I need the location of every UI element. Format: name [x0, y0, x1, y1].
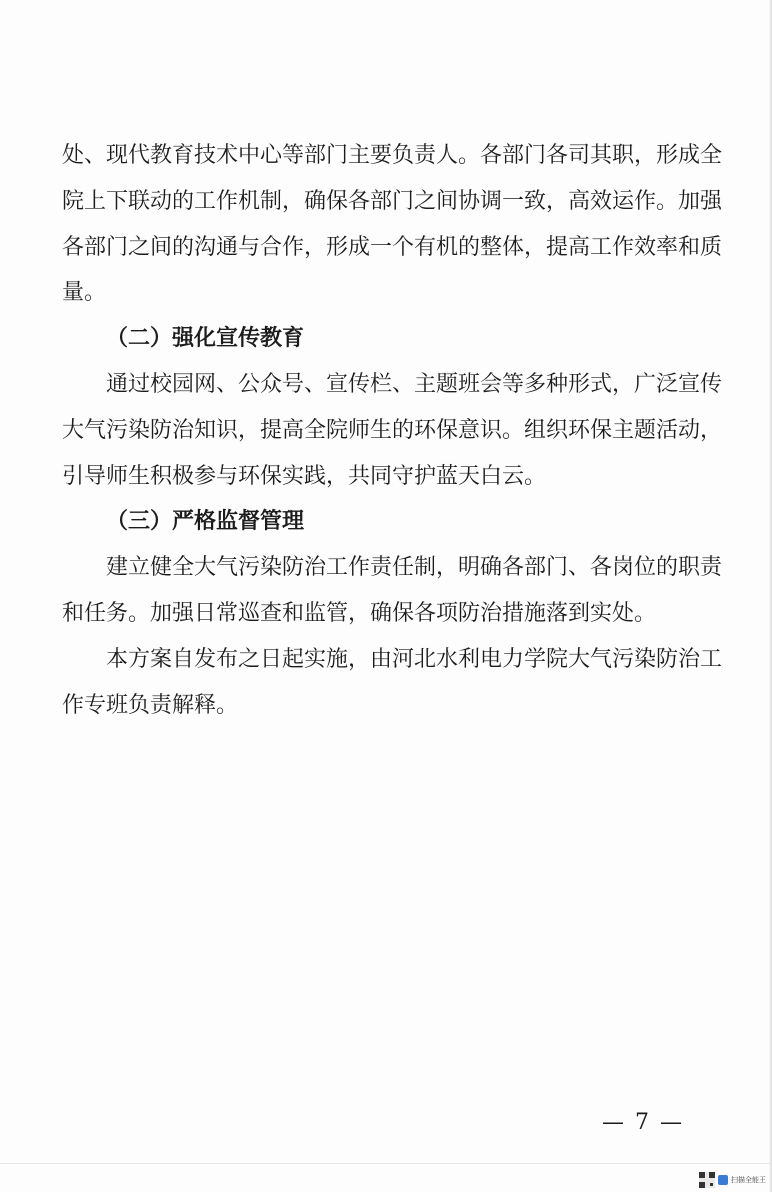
- heading-supervision: （三）严格监督管理: [106, 508, 305, 535]
- paragraph-implementation: 本方案自发布之日起实施，由河北水利电力学院大气污染防治工作专班负责解释。: [62, 646, 723, 718]
- page-bottom-edge: [0, 1163, 772, 1164]
- scanner-app-icon: [718, 1175, 728, 1185]
- paragraph-publicity-education: 通过校园网、公众号、宣传栏、主题班会等多种形式，广泛宣传大气污染防治知识，提高全院师生的环保意识。组织环保主题活动，引导师生积极参与环保实践，共同守护蓝天白云。: [62, 371, 723, 489]
- scanner-watermark: [699, 1172, 766, 1188]
- scanner-watermark-text: 扫描全能王: [731, 1176, 766, 1184]
- page-number: — 7 —: [602, 1110, 684, 1135]
- paragraph-supervision: 建立健全大气污染防治工作责任制，明确各部门、各岗位的职责和任务。加强日常巡查和监管，确保各项防治措施落到实处。: [62, 555, 723, 626]
- document-body: [62, 133, 722, 728]
- paragraph-responsibility: 处、现代教育技术中心等部门主要负责人。各部门各司其职，形成全院上下联动的工作机制，确保各部门之间协调一致，高效运作。加强各部门之间的沟通与合作，形成一个有机的整体，提高工作效率和质量。: [62, 143, 723, 306]
- heading-publicity-education: （二）强化宣传教育: [106, 325, 305, 352]
- qr-code-icon: [699, 1172, 715, 1188]
